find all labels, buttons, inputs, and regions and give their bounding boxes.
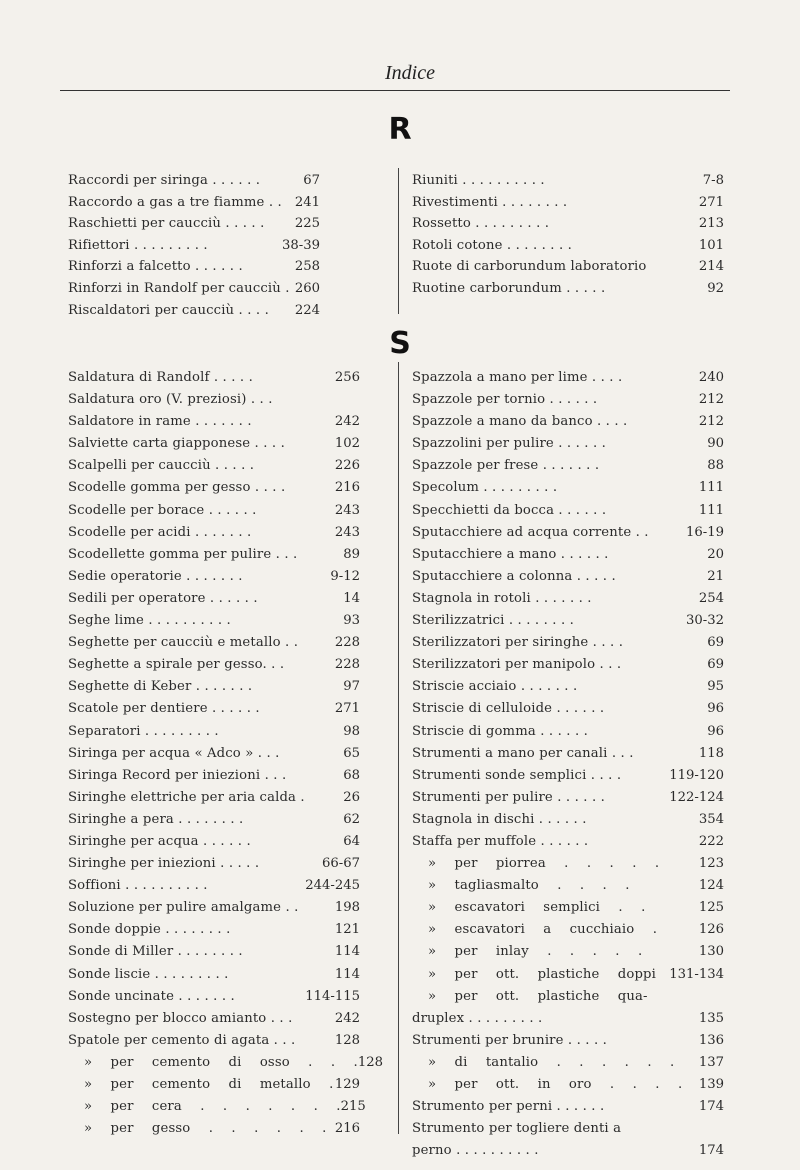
index-entry-text: Strumenti per pulire . . . . . . bbox=[412, 789, 605, 805]
header-rule bbox=[60, 90, 730, 91]
index-entry-text: Striscie acciaio . . . . . . . bbox=[412, 679, 578, 695]
index-entry-text: Sputacchiere a colonna . . . . . bbox=[412, 568, 616, 584]
index-entry bbox=[68, 1096, 366, 1118]
index-entry-page: 88 bbox=[707, 458, 724, 474]
index-entry bbox=[412, 787, 724, 809]
section-s-right-column bbox=[412, 367, 724, 1162]
index-entry-text: » escavatori a cucchiaio . bbox=[428, 922, 658, 938]
index-entry-text: Sostegno per blocco amianto . . . bbox=[68, 1010, 293, 1026]
index-entry bbox=[412, 213, 724, 235]
index-entry-text: Rossetto . . . . . . . . . bbox=[412, 216, 550, 232]
index-entry-page: 271 bbox=[334, 701, 360, 717]
index-entry-page: 114-115 bbox=[305, 988, 360, 1004]
index-entry-text: Raschietti per caucciù . . . . . bbox=[68, 216, 265, 232]
index-entry-page: 354 bbox=[698, 811, 724, 827]
index-entry-page: 198 bbox=[334, 900, 360, 916]
index-entry-page: 260 bbox=[294, 280, 320, 296]
index-entry-text: Salviette carta giapponese . . . . bbox=[68, 436, 285, 452]
index-entry-text: Raccordo a gas a tre fiamme . . bbox=[68, 194, 282, 210]
index-entry bbox=[68, 654, 360, 676]
index-entry bbox=[68, 1074, 360, 1096]
index-entry bbox=[68, 676, 360, 698]
index-entry bbox=[68, 500, 360, 522]
index-entry-text: Scodelle per borace . . . . . . bbox=[68, 502, 257, 518]
section-letter-s: S bbox=[389, 326, 411, 361]
index-entry-text: Specchietti da bocca . . . . . . bbox=[412, 502, 607, 518]
index-entry-text: Siringhe elettriche per aria calda . bbox=[68, 789, 305, 805]
index-entry-text: Rivestimenti . . . . . . . . bbox=[412, 194, 568, 210]
index-entry-page: 121 bbox=[334, 922, 360, 938]
index-entry-page: 66-67 bbox=[321, 856, 360, 872]
index-entry bbox=[412, 1074, 724, 1096]
index-entry-page: 96 bbox=[707, 723, 724, 739]
index-entry-page: 226 bbox=[334, 458, 360, 474]
index-entry-text: » per ott. in oro . . . . bbox=[428, 1077, 683, 1092]
index-entry bbox=[68, 1118, 360, 1140]
index-entry-page: 216 bbox=[334, 1121, 360, 1137]
index-entry-page: 136 bbox=[698, 1032, 724, 1048]
index-entry-text: Sterilizzatrici . . . . . . . . bbox=[412, 613, 574, 629]
index-entry-page: 67 bbox=[303, 173, 320, 188]
column-divider-r bbox=[398, 168, 399, 314]
index-entry-text: Sedili per operatore . . . . . . bbox=[68, 590, 258, 606]
index-entry-page: 254 bbox=[698, 590, 724, 606]
section-letter-r: R bbox=[388, 112, 412, 147]
index-entry-text: druplex . . . . . . . . . bbox=[412, 1010, 543, 1026]
index-entry-page: 16-19 bbox=[685, 524, 724, 540]
index-entry-page: 224 bbox=[294, 302, 320, 318]
index-entry bbox=[412, 389, 724, 411]
index-entry bbox=[68, 986, 360, 1008]
index-entry bbox=[412, 1008, 724, 1030]
index-entry bbox=[412, 632, 724, 654]
index-entry bbox=[68, 941, 360, 963]
index-entry-page: 243 bbox=[334, 502, 360, 518]
index-entry-text: Ruotine carborundum . . . . . bbox=[412, 280, 606, 296]
index-entry-text: Seghe lime . . . . . . . . . . bbox=[68, 613, 231, 629]
index-entry-text: Rinforzi a falcetto . . . . . . bbox=[68, 259, 243, 275]
index-entry bbox=[412, 566, 724, 588]
index-entry bbox=[412, 235, 724, 257]
index-entry-text: » per cera . . . . . . . bbox=[84, 1099, 341, 1115]
index-entry-page: 111 bbox=[698, 502, 724, 518]
page-title: Indice bbox=[385, 62, 435, 84]
index-entry-text: » per cemento di metallo . bbox=[84, 1077, 334, 1092]
index-entry-page: 128 bbox=[334, 1032, 360, 1048]
index-entry-page: 241 bbox=[294, 194, 320, 210]
index-entry bbox=[412, 964, 724, 986]
index-entry bbox=[68, 455, 360, 477]
index-entry-text: Scodellette gomma per pulire . . . bbox=[68, 546, 298, 562]
index-entry-page: 119-120 bbox=[669, 767, 724, 783]
index-entry-page: 64 bbox=[343, 833, 360, 849]
index-entry-page: 93 bbox=[343, 613, 360, 629]
index-entry-page: 258 bbox=[294, 259, 320, 275]
index-entry-page: 114 bbox=[334, 966, 360, 982]
index-entry-page: 215 bbox=[340, 1099, 366, 1115]
index-entry-text: Siringa per acqua « Adco » . . . bbox=[68, 745, 280, 761]
index-entry-page: 125 bbox=[698, 900, 724, 916]
index-entry bbox=[68, 235, 320, 257]
index-entry bbox=[68, 853, 360, 875]
index-entry bbox=[412, 411, 724, 433]
index-entry-page: 139 bbox=[698, 1077, 724, 1092]
index-entry-page: 26 bbox=[343, 789, 360, 805]
index-entry-text: Sterilizzatori per manipolo . . . bbox=[412, 657, 622, 673]
index-entry-page: 124 bbox=[698, 878, 724, 894]
index-entry-page: 7-8 bbox=[702, 173, 724, 188]
index-entry-page: 92 bbox=[707, 280, 724, 296]
index-entry-text: Rotoli cotone . . . . . . . . bbox=[412, 237, 573, 253]
index-entry bbox=[412, 809, 724, 831]
index-entry bbox=[68, 1008, 360, 1030]
index-entry bbox=[412, 477, 724, 499]
index-entry bbox=[68, 1030, 360, 1052]
index-entry-page: 122-124 bbox=[669, 789, 724, 805]
index-entry-text: Striscie di celluloide . . . . . . bbox=[412, 701, 605, 717]
index-entry bbox=[68, 522, 360, 544]
index-entry-text: Sputacchiere a mano . . . . . . bbox=[412, 546, 609, 562]
index-entry bbox=[412, 721, 724, 743]
index-entry-text: Seghette per caucciù e metallo . . bbox=[68, 635, 299, 651]
index-entry bbox=[412, 743, 724, 765]
index-entry-page: 68 bbox=[343, 767, 360, 783]
index-entry-page: 256 bbox=[334, 370, 360, 385]
index-entry-text: Saldatura di Randolf . . . . . bbox=[68, 370, 253, 385]
index-entry-text: Sonde liscie . . . . . . . . . bbox=[68, 966, 229, 982]
index-entry-text: perno . . . . . . . . . . bbox=[412, 1143, 539, 1159]
index-entry-page: 212 bbox=[698, 414, 724, 430]
index-entry bbox=[412, 654, 724, 676]
index-entry-page: 69 bbox=[707, 635, 724, 651]
index-entry bbox=[68, 721, 360, 743]
index-entry bbox=[412, 1030, 724, 1052]
index-entry bbox=[412, 278, 724, 300]
index-entry bbox=[412, 1140, 724, 1162]
index-entry-page: 62 bbox=[343, 811, 360, 827]
index-entry bbox=[68, 477, 360, 499]
index-entry bbox=[412, 367, 724, 389]
index-entry-page: 38-39 bbox=[281, 237, 320, 253]
index-entry-text: Strumenti sonde semplici . . . . bbox=[412, 767, 622, 783]
index-entry bbox=[68, 632, 360, 654]
index-entry-text: Siringhe per acqua . . . . . . bbox=[68, 833, 251, 849]
index-entry bbox=[68, 610, 360, 632]
index-entry-text: Siringa Record per iniezioni . . . bbox=[68, 767, 287, 783]
index-entry-text: Raccordi per siringa . . . . . . bbox=[68, 173, 261, 188]
index-entry-text: Specolum . . . . . . . . . bbox=[412, 480, 558, 496]
index-entry-text: Sterilizzatori per siringhe . . . . bbox=[412, 635, 624, 651]
index-entry-page: 102 bbox=[334, 436, 360, 452]
index-entry-text: Saldatore in rame . . . . . . . bbox=[68, 414, 252, 430]
index-entry bbox=[68, 787, 360, 809]
index-entry bbox=[68, 411, 360, 433]
index-entry-page: 90 bbox=[707, 436, 724, 452]
index-entry bbox=[68, 875, 360, 897]
index-entry-page: 21 bbox=[707, 568, 724, 584]
index-entry-text: Riuniti . . . . . . . . . . bbox=[412, 173, 545, 188]
index-entry bbox=[412, 941, 724, 963]
index-entry-page: 228 bbox=[334, 635, 360, 651]
index-entry-text: Sonde doppie . . . . . . . . bbox=[68, 922, 231, 938]
index-entry-text: Stagnola in rotoli . . . . . . . bbox=[412, 590, 592, 606]
index-entry-text: » escavatori semplici . . bbox=[428, 900, 646, 916]
index-entry-text: Riscaldatori per caucciù . . . . bbox=[68, 302, 269, 318]
index-entry bbox=[68, 192, 320, 214]
index-entry-page: 97 bbox=[343, 679, 360, 695]
index-entry-page: 174 bbox=[698, 1099, 724, 1115]
index-entry-page: 65 bbox=[343, 745, 360, 761]
index-entry bbox=[68, 544, 360, 566]
index-entry-text: Rinforzi in Randolf per caucciù . bbox=[68, 280, 290, 296]
index-entry-text: Strumenti per brunire . . . . . bbox=[412, 1032, 608, 1048]
index-entry bbox=[68, 919, 360, 941]
index-entry-text: Scodelle per acidi . . . . . . . bbox=[68, 524, 252, 540]
index-entry bbox=[412, 588, 724, 610]
index-entry bbox=[68, 831, 360, 853]
index-entry bbox=[68, 743, 360, 765]
section-r-left-column bbox=[68, 170, 320, 321]
index-entry bbox=[412, 256, 724, 278]
index-entry bbox=[412, 698, 724, 720]
index-entry-page: 228 bbox=[334, 657, 360, 673]
index-entry-page: 128 bbox=[357, 1054, 384, 1070]
index-entry bbox=[68, 765, 360, 787]
section-r-right-column bbox=[412, 170, 724, 300]
index-entry bbox=[68, 389, 360, 411]
index-entry bbox=[68, 566, 360, 588]
index-entry bbox=[412, 1096, 724, 1118]
index-entry-page: 20 bbox=[707, 546, 724, 562]
index-entry-text: Sputacchiere ad acqua corrente . . bbox=[412, 524, 649, 540]
index-entry-page: 98 bbox=[343, 723, 360, 739]
index-entry-page: 89 bbox=[343, 546, 360, 562]
index-entry bbox=[68, 278, 320, 300]
index-entry-page: 135 bbox=[698, 1010, 724, 1026]
index-entry-text: Ruote di carborundum laboratorio bbox=[412, 259, 647, 275]
index-entry bbox=[68, 897, 360, 919]
index-entry bbox=[412, 875, 724, 897]
index-entry-page: 130 bbox=[698, 944, 724, 960]
index-entry bbox=[68, 170, 320, 192]
index-entry bbox=[68, 367, 360, 389]
index-entry bbox=[68, 588, 360, 610]
index-entry-text: » per ott. plastiche doppi bbox=[428, 966, 656, 982]
column-divider-s bbox=[398, 362, 399, 1134]
index-entry-page: 129 bbox=[334, 1077, 360, 1092]
index-entry-text: Seghette di Keber . . . . . . . bbox=[68, 679, 253, 695]
index-entry-text: Spazzole a mano da banco . . . . bbox=[412, 414, 628, 430]
index-entry-page: 126 bbox=[698, 922, 724, 938]
index-entry bbox=[412, 455, 724, 477]
index-entry-text: » per ott. plastiche qua- bbox=[428, 988, 648, 1004]
index-entry-text: Scalpelli per caucciù . . . . . bbox=[68, 458, 255, 474]
index-entry bbox=[68, 809, 360, 831]
index-entry bbox=[68, 256, 320, 278]
index-entry-page: 123 bbox=[698, 856, 724, 872]
index-entry-page: 174 bbox=[698, 1143, 724, 1159]
index-entry-page: 243 bbox=[334, 524, 360, 540]
index-entry-text: » di tantalio . . . . . . bbox=[428, 1054, 675, 1070]
index-entry bbox=[68, 1052, 384, 1074]
index-entry bbox=[68, 300, 320, 322]
index-entry bbox=[412, 986, 724, 1008]
index-entry bbox=[412, 831, 724, 853]
index-entry-page: 14 bbox=[343, 590, 360, 606]
index-entry bbox=[412, 522, 724, 544]
index-entry-page: 242 bbox=[334, 414, 360, 430]
index-entry-text: » per piorrea . . . . . bbox=[428, 856, 660, 872]
index-entry-page: 212 bbox=[698, 392, 724, 408]
index-entry-page: 271 bbox=[698, 194, 724, 210]
index-entry bbox=[412, 544, 724, 566]
index-entry bbox=[412, 170, 724, 192]
index-entry-text: » per cemento di osso . . . bbox=[84, 1054, 358, 1070]
index-entry-page: 222 bbox=[698, 833, 724, 849]
index-entry-text: Soluzione per pulire amalgame . . bbox=[68, 900, 299, 916]
index-entry-text: Separatori . . . . . . . . . bbox=[68, 723, 219, 739]
index-entry-text: » per gesso . . . . . . bbox=[84, 1121, 327, 1137]
index-entry bbox=[412, 500, 724, 522]
index-entry-page: 131-134 bbox=[669, 966, 724, 982]
index-entry-page: 240 bbox=[698, 370, 724, 385]
index-entry-page: 111 bbox=[698, 480, 724, 496]
index-entry-page: 244-245 bbox=[305, 878, 360, 894]
index-entry bbox=[412, 765, 724, 787]
index-entry bbox=[68, 698, 360, 720]
index-entry bbox=[412, 676, 724, 698]
index-entry-page: 101 bbox=[698, 237, 724, 253]
index-entry-page: 225 bbox=[294, 216, 320, 232]
index-entry-page: 69 bbox=[707, 657, 724, 673]
index-entry bbox=[68, 433, 360, 455]
index-entry-text: Sedie operatorie . . . . . . . bbox=[68, 568, 243, 584]
index-entry-page: 216 bbox=[334, 480, 360, 496]
index-entry-text: Striscie di gomma . . . . . . bbox=[412, 723, 588, 739]
index-entry-page: 137 bbox=[698, 1054, 724, 1070]
index-entry-text: Siringhe a pera . . . . . . . . bbox=[68, 811, 244, 827]
index-entry-text: Soffioni . . . . . . . . . . bbox=[68, 878, 208, 894]
index-entry-page: 213 bbox=[698, 216, 724, 232]
index-entry-text: Sonde uncinate . . . . . . . bbox=[68, 988, 235, 1004]
index-entry bbox=[412, 433, 724, 455]
index-entry-text: » tagliasmalto . . . . bbox=[428, 878, 630, 894]
index-entry-text: Siringhe per iniezioni . . . . . bbox=[68, 856, 260, 872]
index-entry bbox=[412, 1118, 724, 1140]
index-entry-page: 9-12 bbox=[330, 568, 360, 584]
section-s-left-column bbox=[68, 367, 384, 1140]
index-entry-text: Spazzole per tornio . . . . . . bbox=[412, 392, 598, 408]
index-entry-text: Spatole per cemento di agata . . . bbox=[68, 1032, 296, 1048]
index-entry-text: Seghette a spirale per gesso. . . bbox=[68, 657, 285, 673]
index-entry-text: Spazzolini per pulire . . . . . . bbox=[412, 436, 606, 452]
index-entry-text: Spazzola a mano per lime . . . . bbox=[412, 370, 623, 385]
index-entry bbox=[412, 897, 724, 919]
index-entry-page: 242 bbox=[334, 1010, 360, 1026]
index-entry-text: Stagnola in dischi . . . . . . bbox=[412, 811, 587, 827]
index-entry-text: Staffa per muffole . . . . . . bbox=[412, 833, 589, 849]
index-entry-text: Scatole per dentiere . . . . . . bbox=[68, 701, 260, 717]
index-entry-page: 114 bbox=[334, 944, 360, 960]
index-entry bbox=[412, 919, 724, 941]
index-entry-text: Rifiettori . . . . . . . . . bbox=[68, 237, 208, 253]
index-entry bbox=[412, 1052, 724, 1074]
page-header bbox=[60, 62, 730, 85]
index-entry-page: 30-32 bbox=[685, 613, 724, 629]
index-entry-page: 95 bbox=[707, 679, 724, 695]
index-entry bbox=[68, 213, 320, 235]
index-entry-text: Strumenti a mano per canali . . . bbox=[412, 745, 634, 761]
index-entry-text: Scodelle gomma per gesso . . . . bbox=[68, 480, 286, 496]
index-entry-page: 118 bbox=[698, 745, 724, 761]
index-entry-text: Strumento per togliere denti a bbox=[412, 1121, 622, 1137]
index-entry bbox=[412, 192, 724, 214]
index-entry bbox=[68, 964, 360, 986]
index-entry-text: Sonde di Miller . . . . . . . . bbox=[68, 944, 243, 960]
index-entry-text: Spazzole per frese . . . . . . . bbox=[412, 458, 600, 474]
index-entry-page: 96 bbox=[707, 701, 724, 717]
index-entry bbox=[412, 610, 724, 632]
index-entry-page: 214 bbox=[698, 259, 724, 275]
index-entry-text: Strumento per perni . . . . . . bbox=[412, 1099, 605, 1115]
index-entry-text: » per inlay . . . . . bbox=[428, 944, 643, 960]
index-entry-text: Saldatura oro (V. preziosi) . . . bbox=[68, 392, 273, 408]
index-entry bbox=[412, 853, 724, 875]
